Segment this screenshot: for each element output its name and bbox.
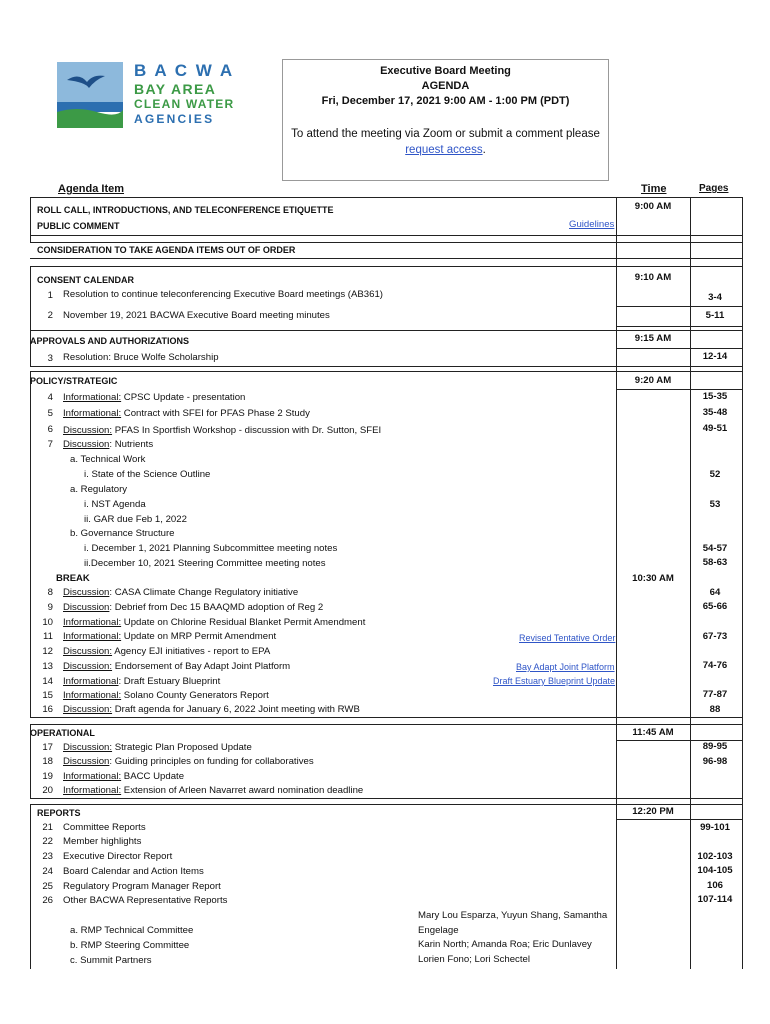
item-number: 20: [42, 785, 53, 796]
item-text: Informational: Extension of Arleen Navarret award nomination deadline: [63, 785, 364, 796]
logo-bay-area: BAY AREA: [134, 81, 217, 97]
sub-item: b. Governance Structure: [70, 528, 175, 539]
item-text: Discussion: Debrief from Dec 15 BAAQMD adoption of Reg 2: [63, 602, 324, 613]
item-number: 17: [42, 742, 53, 753]
item-pages: 54-57: [702, 543, 728, 554]
consideration: CONSIDERATION TO TAKE AGENDA ITEMS OUT OF ORDER: [37, 245, 296, 255]
item-text: Resolution to continue teleconferencing Executive Board meetings (AB361): [63, 289, 383, 300]
item-number: 26: [42, 895, 53, 906]
sub-item: a. Technical Work: [70, 454, 146, 465]
logo-bacwa: B A C W A: [134, 61, 235, 80]
summit-partners-members: Lorien Fono; Lori Schectel: [418, 954, 530, 965]
meeting-datetime: Fri, December 17, 2021 9:00 AM - 1:00 PM (PDT): [321, 95, 570, 107]
item-pages: 88: [709, 704, 721, 715]
item-pages: 96-98: [702, 756, 728, 767]
attend-line: [282, 143, 609, 157]
sub-item: b. RMP Steering Committee: [70, 940, 190, 951]
item-pages: 99-101: [700, 822, 730, 833]
operational-time: 11:45 AM: [632, 727, 674, 738]
item-pages: 102-103: [697, 851, 733, 862]
item-number: 10: [42, 617, 53, 628]
item-number: 1: [47, 290, 53, 301]
logo-clean-water: CLEAN WATER: [134, 97, 235, 111]
request-access-link[interactable]: request access: [405, 144, 483, 156]
meeting-title: Executive Board Meeting: [380, 65, 511, 77]
reports-time: 12:20 PM: [632, 806, 674, 817]
item-text: Discussion: Guiding principles on funding for collaboratives: [63, 756, 314, 767]
item-text: Board Calendar and Action Items: [63, 866, 204, 877]
item-text: Discussion: PFAS In Sportfish Workshop - discussion with Dr. Sutton, SFEI: [63, 425, 382, 436]
item-number: 21: [42, 822, 53, 833]
item-text: Informational: Contract with SFEI for PFAS Phase 2 Study: [63, 408, 310, 419]
item-pages: 89-95: [702, 741, 728, 752]
item-text: Informational: Update on MRP Permit Amendment: [63, 631, 277, 642]
item-pages: 15-35: [702, 391, 728, 402]
item-number: 16: [42, 704, 53, 715]
item-text: Resolution: Bruce Wolfe Scholarship: [63, 352, 219, 363]
item-text: Discussion: Agency EJI initiatives - report to EPA: [63, 646, 271, 657]
attend-end: .: [482, 144, 486, 156]
item-number: 12: [42, 646, 53, 657]
item-text: Regulatory Program Manager Report: [63, 881, 221, 892]
col-pages: Pages: [699, 183, 729, 194]
revised-tentative-order-link[interactable]: Revised Tentative Order: [519, 633, 616, 643]
item-pages: 77-87: [702, 689, 728, 700]
roll-call-time: 9:00 AM: [634, 201, 672, 212]
item-pages: 52: [709, 469, 721, 480]
item-number: 7: [47, 439, 53, 450]
item-text: Executive Director Report: [63, 851, 173, 862]
item-number: 2: [47, 310, 53, 321]
item-text: Informational: BACC Update: [63, 771, 185, 782]
sub-item: i. December 1, 2021 Planning Subcommittee meeting notes: [84, 543, 338, 554]
policy-time: 9:20 AM: [634, 375, 672, 386]
item-pages: 58-63: [702, 557, 728, 568]
item-pages: 64: [709, 587, 721, 598]
reports-header: REPORTS: [37, 808, 81, 818]
rmp-steering-members: Karin North; Amanda Roa; Eric Dunlavey: [418, 939, 592, 950]
item-pages: 104-105: [697, 865, 733, 876]
item-number: 11: [43, 631, 53, 642]
item-text: Informational: Solano County Generators Report: [63, 690, 269, 701]
attend-text: To attend the meeting via Zoom or submit a comment please: [291, 128, 600, 140]
item-text: Discussion: CASA Climate Change Regulatory initiative: [63, 587, 299, 598]
item-pages: 5-11: [705, 310, 725, 321]
item-pages: 65-66: [702, 601, 728, 612]
operational-header: OPERATIONAL: [30, 728, 95, 738]
bay-adapt-link[interactable]: Bay Adapt Joint Platform: [516, 662, 615, 672]
item-pages: 3-4: [708, 292, 722, 303]
item-text: Other BACWA Representative Reports: [63, 895, 228, 906]
item-text: Discussion: Nutrients: [63, 439, 154, 450]
item-number: 19: [42, 771, 53, 782]
break-label: BREAK: [56, 573, 90, 584]
item-number: 9: [47, 602, 53, 613]
item-number: 23: [42, 851, 53, 862]
item-pages: 35-48: [702, 407, 728, 418]
item-text: Informational: Update on Chlorine Residual Blanket Permit Amendment: [63, 617, 366, 628]
item-text: Informational: Draft Estuary Blueprint: [63, 676, 221, 687]
item-number: 4: [47, 392, 53, 403]
item-text: Discussion: Strategic Plan Proposed Update: [63, 742, 252, 753]
item-number: 8: [47, 587, 53, 598]
item-pages: 49-51: [702, 423, 728, 434]
item-text: Informational: CPSC Update - presentation: [63, 392, 246, 403]
estuary-blueprint-link[interactable]: Draft Estuary Blueprint Update: [493, 676, 616, 686]
consent-calendar: CONSENT CALENDAR: [37, 275, 135, 285]
item-pages: 107-114: [697, 894, 733, 905]
meeting-header-box: [282, 59, 609, 181]
approvals-header: APPROVALS AND AUTHORIZATIONS: [30, 336, 189, 346]
item-pages: 106: [706, 880, 723, 891]
item-text: Discussion: Endorsement of Bay Adapt Joint Platform: [63, 661, 291, 672]
item-number: 15: [42, 690, 53, 701]
item-number: 24: [42, 866, 53, 877]
item-pages: 67-73: [702, 631, 728, 642]
rmp-technical-members-cont: Engelage: [418, 925, 459, 936]
item-text: Member highlights: [63, 836, 142, 847]
sub-item: a. RMP Technical Committee: [70, 925, 194, 936]
sub-item: ii. GAR due Feb 1, 2022: [84, 514, 187, 525]
col-agenda-item: Agenda Item: [58, 183, 125, 195]
item-pages: 74-76: [702, 660, 728, 671]
bird-over-water-icon: [57, 62, 125, 128]
approvals-time: 9:15 AM: [634, 333, 672, 344]
item-number: 14: [42, 676, 53, 687]
item-number: 13: [42, 661, 53, 672]
sub-item: i. NST Agenda: [84, 499, 146, 510]
consent-time: 9:10 AM: [634, 272, 672, 283]
roll-call: ROLL CALL, INTRODUCTIONS, AND TELECONFERENCE ETIQUETTE: [37, 205, 334, 215]
break-time: 10:30 AM: [632, 573, 674, 584]
item-text: Committee Reports: [63, 822, 146, 833]
item-number: 18: [42, 756, 53, 767]
public-comment: PUBLIC COMMENT: [37, 221, 120, 231]
sub-item: c. Summit Partners: [70, 955, 152, 966]
rmp-technical-members: Mary Lou Esparza, Yuyun Shang, Samantha: [418, 910, 608, 921]
guidelines-link[interactable]: Guidelines: [569, 219, 615, 230]
policy-header: POLICY/STRATEGIC: [30, 376, 118, 386]
sub-item: a. Regulatory: [70, 484, 128, 495]
sub-item: i. State of the Science Outline: [84, 469, 211, 480]
item-number: 3: [47, 353, 53, 364]
col-time: Time: [641, 183, 667, 195]
item-text: November 19, 2021 BACWA Executive Board meeting minutes: [63, 310, 330, 321]
logo-agencies: AGENCIES: [134, 112, 215, 126]
item-pages: 12-14: [702, 351, 728, 362]
item-number: 22: [42, 836, 53, 847]
sub-item: ii.December 10, 2021 Steering Committee meeting notes: [84, 558, 326, 569]
item-number: 25: [42, 881, 53, 892]
item-pages: 53: [709, 499, 721, 510]
item-number: 5: [47, 408, 53, 419]
item-number: 6: [47, 424, 53, 435]
meeting-subtitle: AGENDA: [421, 80, 470, 92]
item-text: Discussion: Draft agenda for January 6, 2022 Joint meeting with RWB: [63, 704, 360, 715]
